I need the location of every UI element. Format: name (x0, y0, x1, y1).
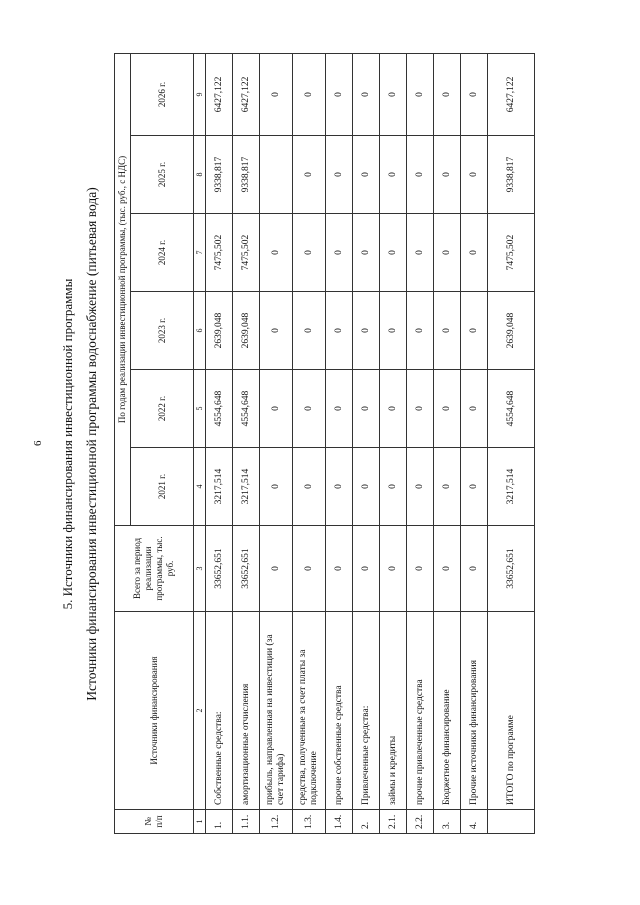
row-value: 0 (407, 53, 434, 135)
row-value: 0 (461, 448, 488, 526)
table-row (206, 53, 233, 833)
row-value: 2639,048 (206, 292, 233, 370)
row-value: 3217,514 (488, 448, 535, 526)
row-num: 1.1. (233, 810, 260, 834)
row-value: 0 (293, 214, 326, 292)
header-year: 2026 г. (131, 53, 194, 135)
header-num: № п/п (115, 810, 194, 834)
row-value: 0 (434, 214, 461, 292)
row-name: Привлеченные средства: (353, 612, 380, 810)
header-year: 2025 г. (131, 136, 194, 214)
row-value: 9338,817 (206, 136, 233, 214)
row-value: 0 (260, 448, 293, 526)
row-value: 0 (461, 214, 488, 292)
row-value: 0 (326, 53, 353, 135)
row-value: 6427,122 (206, 53, 233, 135)
row-value: 0 (326, 214, 353, 292)
row-value: 4554,648 (233, 370, 260, 448)
row-num (488, 810, 535, 834)
row-name: займы и кредиты (380, 612, 407, 810)
row-name: прибыль, направленная на инвестиции (за счет тарифа) (260, 612, 293, 810)
row-value: 0 (461, 136, 488, 214)
row-value: 0 (434, 370, 461, 448)
row-num: 3. (434, 810, 461, 834)
row-name: прочие привлеченные средства (407, 612, 434, 810)
row-total: 0 (380, 526, 407, 612)
row-value: 0 (407, 292, 434, 370)
row-value: 0 (380, 214, 407, 292)
section-title: 5. Источники финансирования инвестиционной программы (60, 278, 75, 610)
table-row (326, 53, 353, 833)
column-index: 5 (194, 370, 206, 448)
row-name: средства, полученные за счет платы за подключение (293, 612, 326, 810)
row-name: амортизационные отчисления (233, 612, 260, 810)
row-value: 0 (260, 292, 293, 370)
column-index: 2 (194, 612, 206, 810)
row-value: 7475,502 (206, 214, 233, 292)
column-index: 3 (194, 526, 206, 612)
row-value: 0 (293, 448, 326, 526)
row-value: 0 (380, 448, 407, 526)
row-value: 0 (434, 53, 461, 135)
column-index-row (194, 53, 206, 833)
row-value: 0 (353, 370, 380, 448)
row-value: 0 (407, 370, 434, 448)
row-value: 0 (461, 292, 488, 370)
row-total: 0 (293, 526, 326, 612)
row-value: 0 (260, 53, 293, 135)
row-value: 0 (380, 53, 407, 135)
row-value: 4554,648 (488, 370, 535, 448)
header-year: 2023 г. (131, 292, 194, 370)
row-value: 2639,048 (488, 292, 535, 370)
row-value: 0 (461, 53, 488, 135)
row-value: 0 (326, 448, 353, 526)
header-row (115, 53, 131, 833)
row-num: 2. (353, 810, 380, 834)
header-year: 2022 г. (131, 370, 194, 448)
row-value: 0 (293, 53, 326, 135)
row-total: 0 (326, 526, 353, 612)
row-total: 0 (434, 526, 461, 612)
row-total: 0 (461, 526, 488, 612)
table-title: Источники финансирования инвестиционной программы водоснабжение (питьевая вода) (84, 187, 99, 701)
row-value: 4554,648 (206, 370, 233, 448)
table-row (434, 53, 461, 833)
row-value: 0 (353, 53, 380, 135)
row-value: 0 (407, 448, 434, 526)
column-index: 9 (194, 53, 206, 135)
row-value: 0 (293, 292, 326, 370)
row-value: 2639,048 (233, 292, 260, 370)
row-value: 0 (434, 448, 461, 526)
row-value: 0 (326, 136, 353, 214)
row-value: 0 (407, 136, 434, 214)
row-num: 2.2. (407, 810, 434, 834)
row-name: ИТОГО по программе (488, 612, 535, 810)
table-row (380, 53, 407, 833)
rotated-content (60, 54, 516, 834)
row-total: 33652,651 (488, 526, 535, 612)
row-value: 7475,502 (488, 214, 535, 292)
row-value: 0 (260, 370, 293, 448)
row-value: 9338,817 (488, 136, 535, 214)
row-name: прочие собственные средства (326, 612, 353, 810)
row-num: 1.2. (260, 810, 293, 834)
header-year: 2024 г. (131, 214, 194, 292)
table-row (260, 53, 293, 833)
header-source: Источники финансирования (115, 612, 194, 810)
row-value: 3217,514 (206, 448, 233, 526)
row-value: 6427,122 (233, 53, 260, 135)
row-value: 0 (293, 136, 326, 214)
column-index: 8 (194, 136, 206, 214)
row-value: 0 (353, 292, 380, 370)
column-index: 7 (194, 214, 206, 292)
row-value: 9338,817 (233, 136, 260, 214)
row-value: 0 (434, 292, 461, 370)
header-year: 2021 г. (131, 448, 194, 526)
row-value: 6427,122 (488, 53, 535, 135)
row-value: 3217,514 (233, 448, 260, 526)
row-value: 0 (434, 136, 461, 214)
row-total: 33652,651 (233, 526, 260, 612)
row-value: 0 (260, 214, 293, 292)
row-name: Бюджетное финансирование (434, 612, 461, 810)
table-row (353, 53, 380, 833)
row-value: 7475,502 (233, 214, 260, 292)
row-num: 1. (206, 810, 233, 834)
row-value: 0 (326, 292, 353, 370)
row-name: Прочие источники финансирования (461, 612, 488, 810)
row-value: 0 (353, 136, 380, 214)
header-by-years: По годам реализации инвестиционной программы, (тыс. руб., с НДС) (115, 53, 131, 525)
row-num: 2.1. (380, 810, 407, 834)
row-value: 0 (293, 370, 326, 448)
table-row (293, 53, 326, 833)
row-num: 1.4. (326, 810, 353, 834)
row-value: 0 (380, 292, 407, 370)
page-number: 6 (32, 440, 44, 446)
row-value: 0 (461, 370, 488, 448)
row-value: 0 (353, 214, 380, 292)
row-value (260, 136, 293, 214)
total-row (488, 53, 535, 833)
row-num: 1.3. (293, 810, 326, 834)
table-row (407, 53, 434, 833)
row-value: 0 (407, 214, 434, 292)
header-total: Всего за период реализации программы, тыс. руб. (115, 526, 194, 612)
column-index: 1 (194, 810, 206, 834)
table-row (233, 53, 260, 833)
column-index: 4 (194, 448, 206, 526)
row-value: 0 (380, 136, 407, 214)
row-total: 33652,651 (206, 526, 233, 612)
row-num: 4. (461, 810, 488, 834)
row-total: 0 (353, 526, 380, 612)
table-row (461, 53, 488, 833)
row-value: 0 (353, 448, 380, 526)
row-total: 0 (407, 526, 434, 612)
row-name: Собственные средства: (206, 612, 233, 810)
column-index: 6 (194, 292, 206, 370)
financing-table (114, 53, 535, 834)
row-value: 0 (326, 370, 353, 448)
row-value: 0 (380, 370, 407, 448)
row-total: 0 (260, 526, 293, 612)
